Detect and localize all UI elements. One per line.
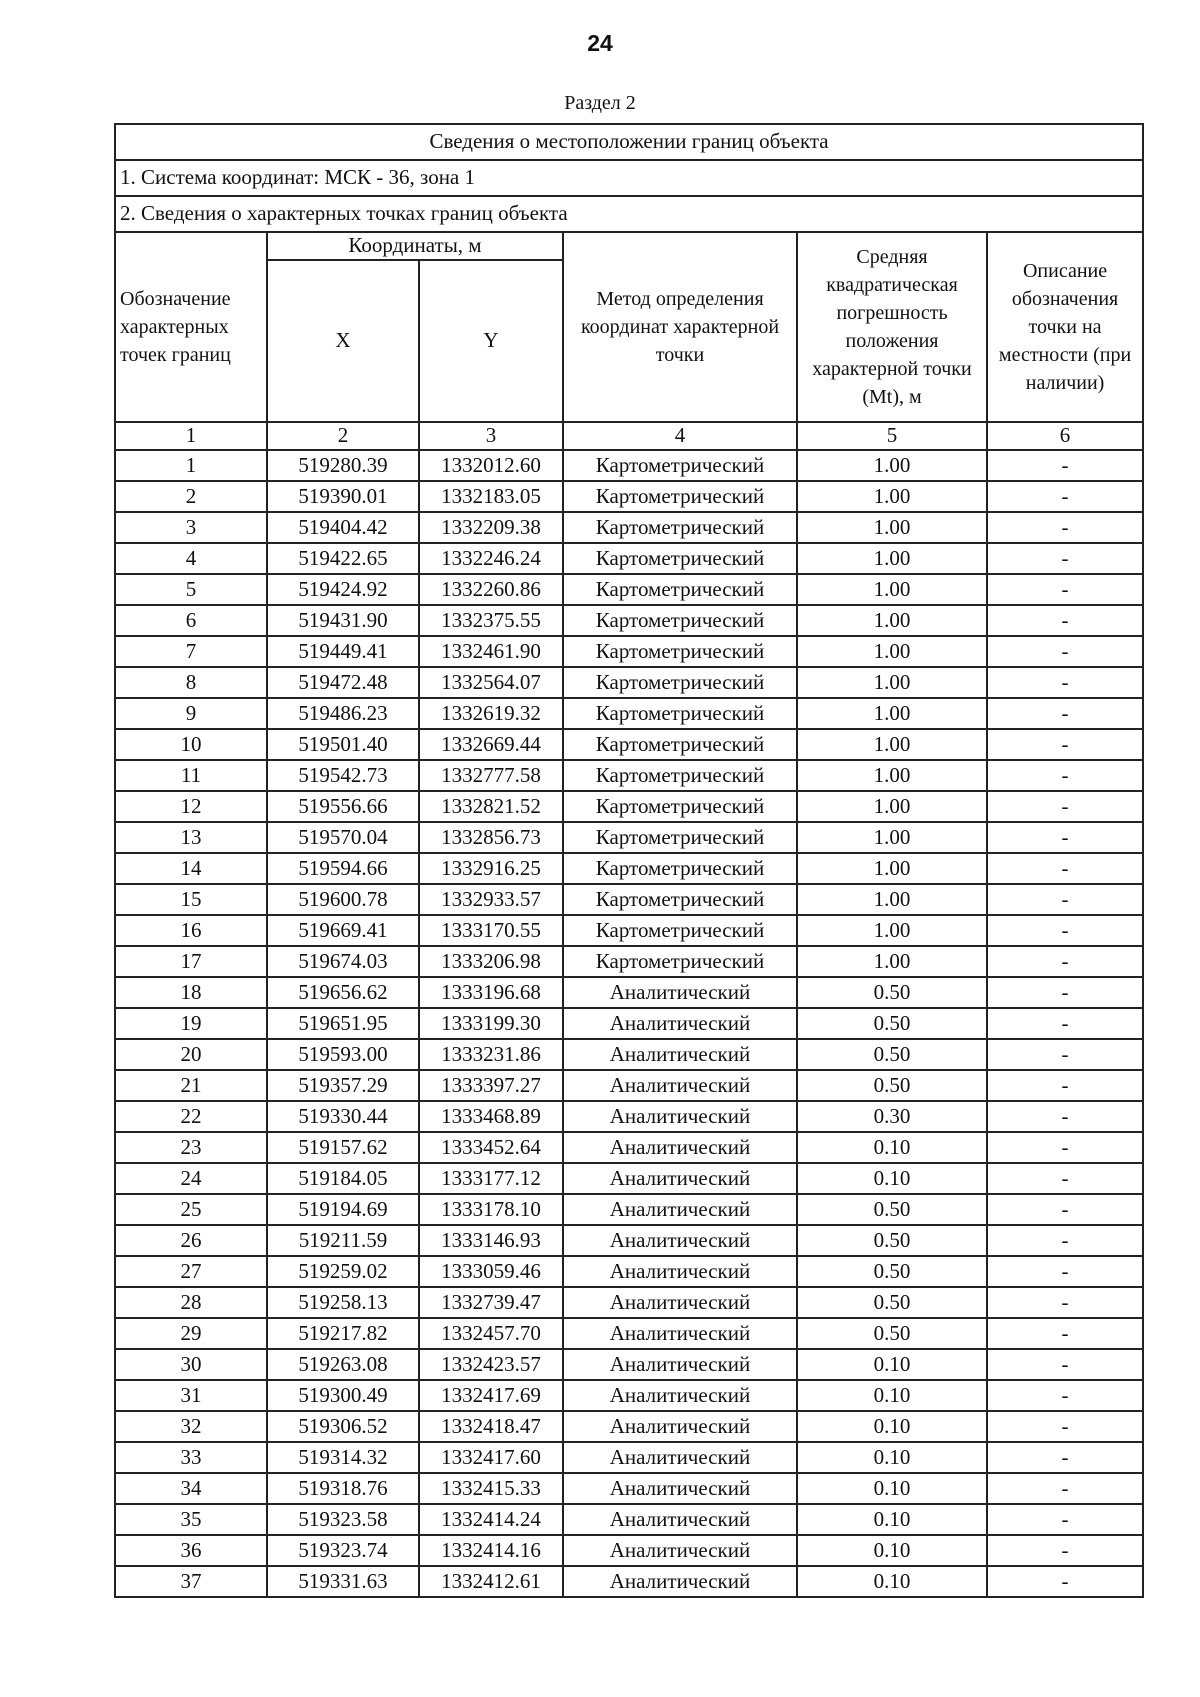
description-cell: - bbox=[987, 1535, 1143, 1566]
point-number-cell: 5 bbox=[115, 574, 267, 605]
column-number: 4 bbox=[563, 422, 797, 450]
description-cell: - bbox=[987, 1039, 1143, 1070]
table-row bbox=[115, 1101, 1143, 1132]
x-coordinate-cell: 519280.39 bbox=[267, 450, 419, 481]
description-cell: - bbox=[987, 1442, 1143, 1473]
table-row bbox=[115, 1256, 1143, 1287]
x-coordinate-cell: 519323.74 bbox=[267, 1535, 419, 1566]
description-cell: - bbox=[987, 1132, 1143, 1163]
method-cell: Аналитический bbox=[563, 1039, 797, 1070]
x-coordinate-cell: 519357.29 bbox=[267, 1070, 419, 1101]
description-cell: - bbox=[987, 1101, 1143, 1132]
point-number-cell: 3 bbox=[115, 512, 267, 543]
error-cell: 0.10 bbox=[797, 1504, 987, 1535]
y-coordinate-cell: 1332669.44 bbox=[419, 729, 563, 760]
error-cell: 1.00 bbox=[797, 543, 987, 574]
error-cell: 1.00 bbox=[797, 574, 987, 605]
error-cell: 0.10 bbox=[797, 1132, 987, 1163]
coordinate-system-row bbox=[115, 160, 1143, 196]
point-number-cell: 32 bbox=[115, 1411, 267, 1442]
method-cell: Аналитический bbox=[563, 1535, 797, 1566]
header-coordinates: Координаты, м bbox=[267, 232, 563, 260]
x-coordinate-cell: 519594.66 bbox=[267, 853, 419, 884]
point-number-cell: 8 bbox=[115, 667, 267, 698]
x-coordinate-cell: 519669.41 bbox=[267, 915, 419, 946]
x-coordinate-cell: 519651.95 bbox=[267, 1008, 419, 1039]
x-coordinate-cell: 519330.44 bbox=[267, 1101, 419, 1132]
table-row bbox=[115, 636, 1143, 667]
point-number-cell: 7 bbox=[115, 636, 267, 667]
point-number-cell: 6 bbox=[115, 605, 267, 636]
error-cell: 0.30 bbox=[797, 1101, 987, 1132]
y-coordinate-cell: 1332821.52 bbox=[419, 791, 563, 822]
header-method: Метод определения координат характерной точки bbox=[563, 232, 797, 422]
header-description: Описание обозначения точки на местности (при наличии) bbox=[987, 232, 1143, 422]
y-coordinate-cell: 1333468.89 bbox=[419, 1101, 563, 1132]
method-cell: Аналитический bbox=[563, 1132, 797, 1163]
error-cell: 1.00 bbox=[797, 791, 987, 822]
method-cell: Аналитический bbox=[563, 1008, 797, 1039]
description-cell: - bbox=[987, 946, 1143, 977]
error-cell: 0.50 bbox=[797, 1225, 987, 1256]
y-coordinate-cell: 1332933.57 bbox=[419, 884, 563, 915]
point-number-cell: 18 bbox=[115, 977, 267, 1008]
y-coordinate-cell: 1333231.86 bbox=[419, 1039, 563, 1070]
y-coordinate-cell: 1333206.98 bbox=[419, 946, 563, 977]
x-coordinate-cell: 519258.13 bbox=[267, 1287, 419, 1318]
x-coordinate-cell: 519263.08 bbox=[267, 1349, 419, 1380]
error-cell: 1.00 bbox=[797, 915, 987, 946]
x-coordinate-cell: 519472.48 bbox=[267, 667, 419, 698]
x-coordinate-cell: 519674.03 bbox=[267, 946, 419, 977]
y-coordinate-cell: 1332564.07 bbox=[419, 667, 563, 698]
table-row bbox=[115, 481, 1143, 512]
table-row bbox=[115, 1070, 1143, 1101]
method-cell: Картометрический bbox=[563, 915, 797, 946]
method-cell: Картометрический bbox=[563, 946, 797, 977]
table-row bbox=[115, 915, 1143, 946]
description-cell: - bbox=[987, 915, 1143, 946]
y-coordinate-cell: 1332739.47 bbox=[419, 1287, 563, 1318]
method-cell: Аналитический bbox=[563, 1225, 797, 1256]
description-cell: - bbox=[987, 481, 1143, 512]
point-number-cell: 17 bbox=[115, 946, 267, 977]
table-row bbox=[115, 1318, 1143, 1349]
y-coordinate-cell: 1333196.68 bbox=[419, 977, 563, 1008]
y-coordinate-cell: 1332183.05 bbox=[419, 481, 563, 512]
method-cell: Аналитический bbox=[563, 1318, 797, 1349]
table-row bbox=[115, 729, 1143, 760]
method-cell: Аналитический bbox=[563, 1349, 797, 1380]
point-number-cell: 26 bbox=[115, 1225, 267, 1256]
description-cell: - bbox=[987, 853, 1143, 884]
description-cell: - bbox=[987, 636, 1143, 667]
point-number-cell: 12 bbox=[115, 791, 267, 822]
y-coordinate-cell: 1332375.55 bbox=[419, 605, 563, 636]
error-cell: 0.10 bbox=[797, 1535, 987, 1566]
point-number-cell: 1 bbox=[115, 450, 267, 481]
description-cell: - bbox=[987, 1380, 1143, 1411]
description-cell: - bbox=[987, 1566, 1143, 1597]
x-coordinate-cell: 519404.42 bbox=[267, 512, 419, 543]
table-title: Сведения о местоположении границ объекта bbox=[115, 124, 1143, 160]
x-coordinate-cell: 519486.23 bbox=[267, 698, 419, 729]
y-coordinate-cell: 1332916.25 bbox=[419, 853, 563, 884]
table-row bbox=[115, 1008, 1143, 1039]
y-coordinate-cell: 1332457.70 bbox=[419, 1318, 563, 1349]
point-number-cell: 25 bbox=[115, 1194, 267, 1225]
y-coordinate-cell: 1333170.55 bbox=[419, 915, 563, 946]
point-number-cell: 13 bbox=[115, 822, 267, 853]
x-coordinate-cell: 519501.40 bbox=[267, 729, 419, 760]
description-cell: - bbox=[987, 1225, 1143, 1256]
x-coordinate-cell: 519390.01 bbox=[267, 481, 419, 512]
column-number-row bbox=[115, 422, 1143, 450]
method-cell: Аналитический bbox=[563, 1163, 797, 1194]
method-cell: Аналитический bbox=[563, 1287, 797, 1318]
error-cell: 1.00 bbox=[797, 450, 987, 481]
x-coordinate-cell: 519600.78 bbox=[267, 884, 419, 915]
description-cell: - bbox=[987, 822, 1143, 853]
table-row bbox=[115, 1566, 1143, 1597]
error-cell: 0.50 bbox=[797, 1070, 987, 1101]
point-number-cell: 31 bbox=[115, 1380, 267, 1411]
description-cell: - bbox=[987, 1411, 1143, 1442]
point-number-cell: 4 bbox=[115, 543, 267, 574]
x-coordinate-cell: 519431.90 bbox=[267, 605, 419, 636]
error-cell: 1.00 bbox=[797, 481, 987, 512]
point-number-cell: 16 bbox=[115, 915, 267, 946]
y-coordinate-cell: 1332856.73 bbox=[419, 822, 563, 853]
point-number-cell: 9 bbox=[115, 698, 267, 729]
error-cell: 1.00 bbox=[797, 729, 987, 760]
point-number-cell: 10 bbox=[115, 729, 267, 760]
error-cell: 0.50 bbox=[797, 1287, 987, 1318]
x-coordinate-cell: 519331.63 bbox=[267, 1566, 419, 1597]
error-cell: 0.50 bbox=[797, 1194, 987, 1225]
y-coordinate-cell: 1333059.46 bbox=[419, 1256, 563, 1287]
x-coordinate-cell: 519157.62 bbox=[267, 1132, 419, 1163]
error-cell: 1.00 bbox=[797, 667, 987, 698]
table-title-row bbox=[115, 124, 1143, 160]
error-cell: 0.10 bbox=[797, 1411, 987, 1442]
description-cell: - bbox=[987, 791, 1143, 822]
table-row bbox=[115, 1504, 1143, 1535]
table-row bbox=[115, 512, 1143, 543]
description-cell: - bbox=[987, 1070, 1143, 1101]
error-cell: 1.00 bbox=[797, 636, 987, 667]
boundary-points-table bbox=[114, 123, 1144, 1598]
x-coordinate-cell: 519656.62 bbox=[267, 977, 419, 1008]
point-number-cell: 24 bbox=[115, 1163, 267, 1194]
y-coordinate-cell: 1332415.33 bbox=[419, 1473, 563, 1504]
description-cell: - bbox=[987, 1194, 1143, 1225]
table-row bbox=[115, 791, 1143, 822]
points-heading-row bbox=[115, 196, 1143, 232]
point-number-cell: 20 bbox=[115, 1039, 267, 1070]
point-number-cell: 22 bbox=[115, 1101, 267, 1132]
method-cell: Картометрический bbox=[563, 574, 797, 605]
y-coordinate-cell: 1332417.60 bbox=[419, 1442, 563, 1473]
x-coordinate-cell: 519184.05 bbox=[267, 1163, 419, 1194]
method-cell: Картометрический bbox=[563, 822, 797, 853]
table-row bbox=[115, 1442, 1143, 1473]
y-coordinate-cell: 1332414.24 bbox=[419, 1504, 563, 1535]
y-coordinate-cell: 1333452.64 bbox=[419, 1132, 563, 1163]
method-cell: Картометрический bbox=[563, 543, 797, 574]
error-cell: 0.50 bbox=[797, 1256, 987, 1287]
table-row bbox=[115, 1194, 1143, 1225]
x-coordinate-cell: 519449.41 bbox=[267, 636, 419, 667]
method-cell: Аналитический bbox=[563, 977, 797, 1008]
header-row-top bbox=[115, 232, 1143, 260]
error-cell: 0.10 bbox=[797, 1442, 987, 1473]
y-coordinate-cell: 1332461.90 bbox=[419, 636, 563, 667]
table-row bbox=[115, 1473, 1143, 1504]
method-cell: Картометрический bbox=[563, 667, 797, 698]
error-cell: 1.00 bbox=[797, 605, 987, 636]
error-cell: 1.00 bbox=[797, 698, 987, 729]
column-number: 3 bbox=[419, 422, 563, 450]
table-row bbox=[115, 1380, 1143, 1411]
point-number-cell: 15 bbox=[115, 884, 267, 915]
point-number-cell: 33 bbox=[115, 1442, 267, 1473]
x-coordinate-cell: 519217.82 bbox=[267, 1318, 419, 1349]
error-cell: 0.50 bbox=[797, 977, 987, 1008]
point-number-cell: 28 bbox=[115, 1287, 267, 1318]
method-cell: Картометрический bbox=[563, 512, 797, 543]
error-cell: 0.10 bbox=[797, 1163, 987, 1194]
y-coordinate-cell: 1332423.57 bbox=[419, 1349, 563, 1380]
x-coordinate-cell: 519556.66 bbox=[267, 791, 419, 822]
table-row bbox=[115, 1349, 1143, 1380]
method-cell: Картометрический bbox=[563, 791, 797, 822]
table-row bbox=[115, 853, 1143, 884]
points-heading: 2. Сведения о характерных точках границ объекта bbox=[115, 196, 1143, 232]
point-number-cell: 27 bbox=[115, 1256, 267, 1287]
error-cell: 1.00 bbox=[797, 946, 987, 977]
table-row bbox=[115, 977, 1143, 1008]
x-coordinate-cell: 519323.58 bbox=[267, 1504, 419, 1535]
table-row bbox=[115, 884, 1143, 915]
point-number-cell: 36 bbox=[115, 1535, 267, 1566]
description-cell: - bbox=[987, 884, 1143, 915]
point-number-cell: 2 bbox=[115, 481, 267, 512]
method-cell: Аналитический bbox=[563, 1194, 797, 1225]
point-number-cell: 23 bbox=[115, 1132, 267, 1163]
header-y: Y bbox=[419, 260, 563, 422]
point-number-cell: 37 bbox=[115, 1566, 267, 1597]
description-cell: - bbox=[987, 1473, 1143, 1504]
x-coordinate-cell: 519593.00 bbox=[267, 1039, 419, 1070]
description-cell: - bbox=[987, 760, 1143, 791]
column-number: 5 bbox=[797, 422, 987, 450]
error-cell: 1.00 bbox=[797, 760, 987, 791]
description-cell: - bbox=[987, 543, 1143, 574]
table-row bbox=[115, 1287, 1143, 1318]
method-cell: Аналитический bbox=[563, 1504, 797, 1535]
table-row bbox=[115, 574, 1143, 605]
description-cell: - bbox=[987, 1349, 1143, 1380]
coordinate-system: 1. Система координат: МСК - 36, зона 1 bbox=[115, 160, 1143, 196]
x-coordinate-cell: 519306.52 bbox=[267, 1411, 419, 1442]
column-number: 2 bbox=[267, 422, 419, 450]
method-cell: Аналитический bbox=[563, 1256, 797, 1287]
description-cell: - bbox=[987, 1163, 1143, 1194]
y-coordinate-cell: 1333177.12 bbox=[419, 1163, 563, 1194]
column-number: 1 bbox=[115, 422, 267, 450]
point-number-cell: 34 bbox=[115, 1473, 267, 1504]
description-cell: - bbox=[987, 1504, 1143, 1535]
x-coordinate-cell: 519318.76 bbox=[267, 1473, 419, 1504]
x-coordinate-cell: 519422.65 bbox=[267, 543, 419, 574]
description-cell: - bbox=[987, 729, 1143, 760]
table-row bbox=[115, 667, 1143, 698]
error-cell: 0.10 bbox=[797, 1380, 987, 1411]
header-error: Средняя квадратическая погрешность положения характерной точки (Mt), м bbox=[797, 232, 987, 422]
error-cell: 0.50 bbox=[797, 1318, 987, 1349]
method-cell: Аналитический bbox=[563, 1473, 797, 1504]
y-coordinate-cell: 1332246.24 bbox=[419, 543, 563, 574]
method-cell: Картометрический bbox=[563, 636, 797, 667]
y-coordinate-cell: 1332412.61 bbox=[419, 1566, 563, 1597]
error-cell: 1.00 bbox=[797, 512, 987, 543]
description-cell: - bbox=[987, 1287, 1143, 1318]
y-coordinate-cell: 1332260.86 bbox=[419, 574, 563, 605]
error-cell: 0.50 bbox=[797, 1039, 987, 1070]
y-coordinate-cell: 1332777.58 bbox=[419, 760, 563, 791]
x-coordinate-cell: 519300.49 bbox=[267, 1380, 419, 1411]
method-cell: Картометрический bbox=[563, 698, 797, 729]
y-coordinate-cell: 1333146.93 bbox=[419, 1225, 563, 1256]
method-cell: Аналитический bbox=[563, 1380, 797, 1411]
description-cell: - bbox=[987, 574, 1143, 605]
table-row bbox=[115, 946, 1143, 977]
method-cell: Аналитический bbox=[563, 1101, 797, 1132]
error-cell: 0.10 bbox=[797, 1473, 987, 1504]
method-cell: Картометрический bbox=[563, 450, 797, 481]
header-x: X bbox=[267, 260, 419, 422]
y-coordinate-cell: 1333199.30 bbox=[419, 1008, 563, 1039]
method-cell: Картометрический bbox=[563, 884, 797, 915]
y-coordinate-cell: 1332619.32 bbox=[419, 698, 563, 729]
point-number-cell: 29 bbox=[115, 1318, 267, 1349]
x-coordinate-cell: 519211.59 bbox=[267, 1225, 419, 1256]
y-coordinate-cell: 1333397.27 bbox=[419, 1070, 563, 1101]
x-coordinate-cell: 519542.73 bbox=[267, 760, 419, 791]
x-coordinate-cell: 519194.69 bbox=[267, 1194, 419, 1225]
description-cell: - bbox=[987, 698, 1143, 729]
method-cell: Картометрический bbox=[563, 481, 797, 512]
method-cell: Аналитический bbox=[563, 1411, 797, 1442]
error-cell: 0.10 bbox=[797, 1349, 987, 1380]
header-point-designation: Обозначение характерных точек границ bbox=[115, 232, 267, 422]
method-cell: Картометрический bbox=[563, 605, 797, 636]
method-cell: Картометрический bbox=[563, 760, 797, 791]
point-number-cell: 14 bbox=[115, 853, 267, 884]
point-number-cell: 21 bbox=[115, 1070, 267, 1101]
description-cell: - bbox=[987, 1256, 1143, 1287]
description-cell: - bbox=[987, 977, 1143, 1008]
y-coordinate-cell: 1332209.38 bbox=[419, 512, 563, 543]
method-cell: Аналитический bbox=[563, 1442, 797, 1473]
error-cell: 0.10 bbox=[797, 1566, 987, 1597]
method-cell: Аналитический bbox=[563, 1566, 797, 1597]
error-cell: 1.00 bbox=[797, 853, 987, 884]
point-number-cell: 35 bbox=[115, 1504, 267, 1535]
description-cell: - bbox=[987, 667, 1143, 698]
table-row bbox=[115, 1163, 1143, 1194]
table-row bbox=[115, 543, 1143, 574]
point-number-cell: 30 bbox=[115, 1349, 267, 1380]
x-coordinate-cell: 519314.32 bbox=[267, 1442, 419, 1473]
x-coordinate-cell: 519424.92 bbox=[267, 574, 419, 605]
table-row bbox=[115, 698, 1143, 729]
y-coordinate-cell: 1332417.69 bbox=[419, 1380, 563, 1411]
error-cell: 1.00 bbox=[797, 822, 987, 853]
column-number: 6 bbox=[987, 422, 1143, 450]
table-row bbox=[115, 1535, 1143, 1566]
method-cell: Картометрический bbox=[563, 853, 797, 884]
x-coordinate-cell: 519259.02 bbox=[267, 1256, 419, 1287]
description-cell: - bbox=[987, 605, 1143, 636]
table-row bbox=[115, 605, 1143, 636]
description-cell: - bbox=[987, 450, 1143, 481]
method-cell: Картометрический bbox=[563, 729, 797, 760]
y-coordinate-cell: 1333178.10 bbox=[419, 1194, 563, 1225]
table-row bbox=[115, 1039, 1143, 1070]
point-number-cell: 19 bbox=[115, 1008, 267, 1039]
y-coordinate-cell: 1332414.16 bbox=[419, 1535, 563, 1566]
table-row bbox=[115, 1132, 1143, 1163]
table-row bbox=[115, 822, 1143, 853]
point-number-cell: 11 bbox=[115, 760, 267, 791]
description-cell: - bbox=[987, 512, 1143, 543]
table-row bbox=[115, 760, 1143, 791]
y-coordinate-cell: 1332418.47 bbox=[419, 1411, 563, 1442]
section-label: Раздел 2 bbox=[564, 92, 636, 114]
table-row bbox=[115, 1225, 1143, 1256]
y-coordinate-cell: 1332012.60 bbox=[419, 450, 563, 481]
table-row bbox=[115, 450, 1143, 481]
x-coordinate-cell: 519570.04 bbox=[267, 822, 419, 853]
error-cell: 1.00 bbox=[797, 884, 987, 915]
error-cell: 0.50 bbox=[797, 1008, 987, 1039]
table-row bbox=[115, 1411, 1143, 1442]
description-cell: - bbox=[987, 1008, 1143, 1039]
method-cell: Аналитический bbox=[563, 1070, 797, 1101]
page-number: 24 bbox=[587, 30, 613, 56]
description-cell: - bbox=[987, 1318, 1143, 1349]
